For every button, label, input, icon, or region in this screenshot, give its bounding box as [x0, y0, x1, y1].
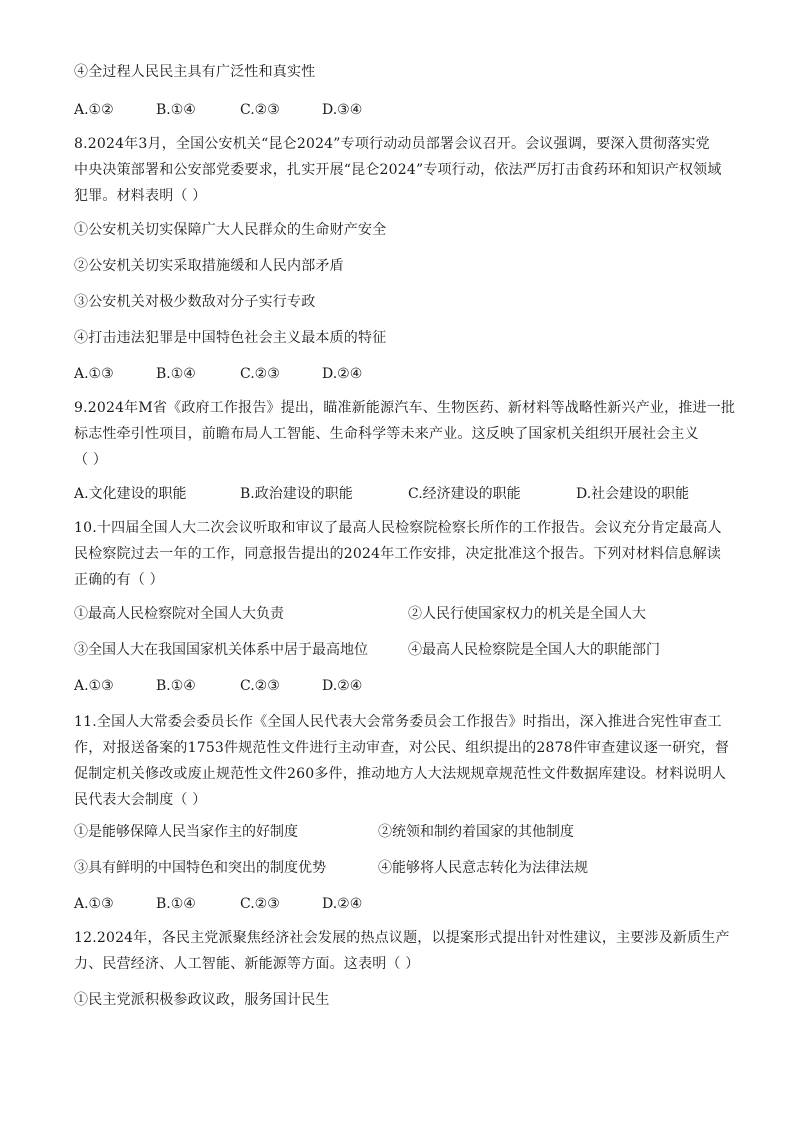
q11-statement-4: ④能够将人民意志转化为法律法规 — [378, 860, 588, 876]
q9-stem-line-2: 标志性牵引性项目，前瞻布局人工智能、生命科学等未来产业。这反映了国家机关组织开展社会主义 — [74, 426, 699, 442]
q11-statement-2: ②统领和制约着国家的其他制度 — [378, 824, 574, 840]
q10-option-d: D.②④ — [322, 678, 363, 694]
q8-statement-4: ④打击违法犯罪是中国特色社会主义最本质的特征 — [74, 330, 387, 346]
q10-statement-3: ③全国人大在我国国家机关体系中居于最高地位 — [74, 642, 368, 658]
q7-statement-4: ④全过程人民民主具有广泛性和真实性 — [74, 64, 316, 80]
q10-statement-2: ②人民行使国家权力的机关是全国人大 — [408, 606, 646, 622]
q8-option-b: B.①④ — [156, 366, 196, 382]
q9-option-a: A.文化建设的职能 — [74, 486, 187, 502]
q8-option-a: A.①③ — [74, 366, 114, 382]
q7-option-d: D.③④ — [322, 102, 363, 118]
q10-stem-line-3: 正确的有（ ） — [74, 572, 164, 588]
q11-option-a: A.①③ — [74, 896, 114, 912]
q11-stem-line-2: 作，对报送备案的1753件规范性文件进行主动审查，对公民、组织提出的2878件审查建议逐一研究，督 — [74, 740, 730, 756]
q10-option-b: B.①④ — [156, 678, 196, 694]
q10-option-c: C.②③ — [240, 678, 280, 694]
q11-stem-line-4: 民代表大会制度（ ） — [74, 792, 207, 808]
q8-statement-1: ①公安机关切实保障广大人民群众的生命财产安全 — [74, 222, 387, 238]
q11-option-b: B.①④ — [156, 896, 196, 912]
q8-statement-3: ③公安机关对极少数敌对分子实行专政 — [74, 294, 316, 310]
q11-stem-line-1: 11.全国人大常委会委员长作《全国人民代表大会常务委员会工作报告》时指出，深入推进合宪性审查工 — [74, 714, 722, 730]
q11-statement-3: ③具有鲜明的中国特色和突出的制度优势 — [74, 860, 326, 876]
q9-stem-line-1: 9.2024年M省《政府工作报告》提出，瞄准新能源汽车、生物医药、新材料等战略性新兴产业，推进一批 — [74, 400, 736, 416]
q8-stem-line-2: 中央决策部署和公安部党委要求，扎实开展“昆仑2024”专项行动，依法严厉打击食药环和知识产权领域 — [74, 162, 722, 178]
q7-option-b: B.①④ — [156, 102, 196, 118]
q11-stem-line-3: 促制定机关修改或废止规范性文件260多件，推动地方人大法规规章规范性文件数据库建设。材料说明人 — [74, 766, 727, 782]
q12-stem-line-2: 力、民营经济、人工智能、新能源等方面。这表明（ ） — [74, 956, 420, 972]
q11-statement-1: ①是能够保障人民当家作主的好制度 — [74, 824, 298, 840]
q9-option-d: D.社会建设的职能 — [576, 486, 690, 502]
q11-option-d: D.②④ — [322, 896, 363, 912]
q8-stem-line-1: 8.2024年3月，全国公安机关“昆仑2024”专项行动动员部署会议召开。会议强调，要深入贯彻落实党 — [74, 136, 710, 152]
q10-statement-4: ④最高人民检察院是全国人大的职能部门 — [408, 642, 660, 658]
q9-option-c: C.经济建设的职能 — [408, 486, 521, 502]
q9-option-b: B.政治建设的职能 — [240, 486, 353, 502]
q10-statement-1: ①最高人民检察院对全国人大负责 — [74, 606, 284, 622]
q7-option-a: A.①② — [74, 102, 114, 118]
q8-option-d: D.②④ — [322, 366, 363, 382]
q8-stem-line-3: 犯罪。材料表明（ ） — [74, 188, 207, 204]
q9-stem-line-3: （ ） — [74, 452, 108, 468]
q8-option-c: C.②③ — [240, 366, 280, 382]
q10-option-a: A.①③ — [74, 678, 114, 694]
q12-statement-1: ①民主党派积极参政议政，服务国计民生 — [74, 992, 330, 1008]
q11-option-c: C.②③ — [240, 896, 280, 912]
q10-stem-line-1: 10.十四届全国人大二次会议听取和审议了最高人民检察院检察长所作的工作报告。会议充分肯定最高人 — [74, 520, 722, 536]
q8-statement-2: ②公安机关切实采取措施缓和人民内部矛盾 — [74, 258, 344, 274]
q10-stem-line-2: 民检察院过去一年的工作，同意报告提出的2024年工作安排，决定批准这个报告。下列对材料信息解读 — [74, 546, 722, 562]
q7-option-c: C.②③ — [240, 102, 280, 118]
q12-stem-line-1: 12.2024年，各民主党派聚焦经济社会发展的热点议题，以提案形式提出针对性建议，主要涉及新质生产 — [74, 930, 730, 946]
